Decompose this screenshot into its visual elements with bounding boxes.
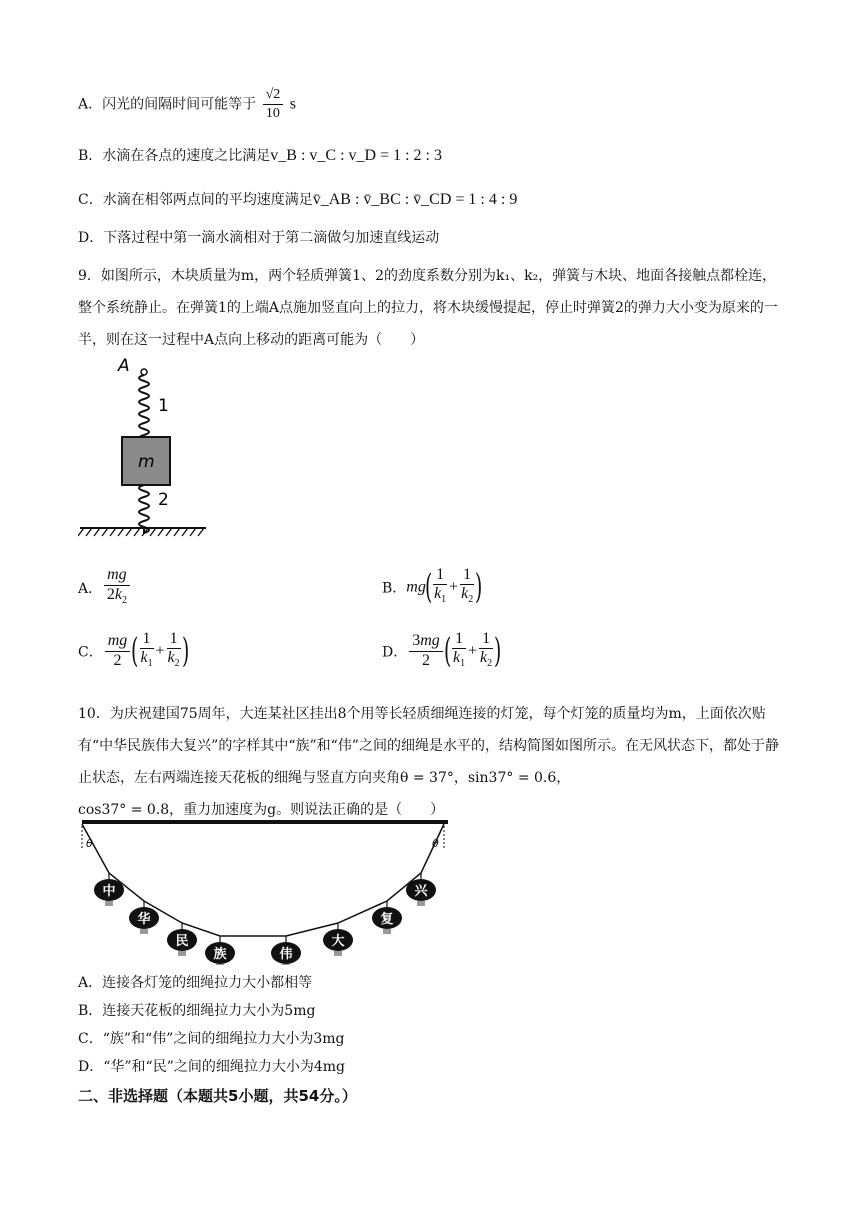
- q8-option-a-denominator: 10: [265, 106, 280, 121]
- q8-option-a-text: A．闪光的间隔时间可能等于: [78, 96, 257, 113]
- section-2-heading: 二、非选择题（本题共5小题，共54分。）: [78, 1087, 357, 1105]
- q8-option-a: [78, 86, 296, 123]
- q8-option-b-math: v_B : v_C : v_D = 1 : 2 : 3: [270, 147, 442, 164]
- q10-stem-part1: 10．为庆祝建国75周年，大连某社区挂出8个用等长轻质细绳连接的灯笼，每个灯笼的质量均为m，上面依次贴有“中华民族伟大复兴”的字样其中“族”和“伟”之间的细绳是水平的，结构简图如图所示。在无风状态下，都处于静止状态，左右两端连接天花板的细绳与竖直方向夹角θ = 37°，sin37° = 0.6，: [78, 706, 779, 786]
- q9-option-a-label: A．: [78, 580, 103, 597]
- lantern-character: 民: [175, 934, 189, 949]
- lantern-character: 兴: [414, 884, 428, 899]
- q8-option-a-unit: s: [289, 95, 296, 113]
- lantern-character: 复: [380, 912, 394, 927]
- lantern: [271, 936, 301, 965]
- q9-label-2: 2: [158, 490, 169, 510]
- q10-stem: [78, 698, 784, 826]
- q8-option-b: [78, 146, 442, 166]
- ground-hatch: [78, 528, 204, 536]
- q9-option-b: B．mg( $\frac{1}{k_1}$ + $\frac{1}{k_2}$ ): [382, 566, 483, 608]
- lantern-character: 中: [102, 884, 116, 899]
- q8-option-c: [78, 190, 517, 210]
- theta-right: θ: [432, 837, 439, 850]
- q9-option-a: [78, 566, 132, 610]
- q9-option-c: C． $\frac{mg}{2}$ ( $\frac{1}{k_1}$ + $\frac{1}{k_2}$ ): [78, 630, 189, 672]
- q9-option-b-label: B．: [382, 580, 407, 597]
- q9-stem: 9．如图所示，木块质量为m，两个轻质弹簧1、2的劲度系数分别为k₁、k₂，弹簧与木块、地面各接触点都栓连，整个系统静止。在弹簧1的上端A点施加竖直向上的拉力，将木块缓慢提起，停止时弹簧2的弹力大小变为原来的一半，则在这一过程中A点向上移动的距离可能为（ ）: [78, 268, 778, 348]
- lantern-character: 华: [137, 912, 151, 927]
- q9-option-a-expr: $\frac{mg}{2k_2}$: [104, 566, 130, 610]
- q9-label-a: A: [118, 356, 130, 376]
- spring-2: [139, 485, 149, 533]
- q8-option-a-numerator: √2: [263, 86, 284, 105]
- q8-option-b-text: B．水滴在各点的速度之比满足: [78, 148, 271, 164]
- q8-option-a-fraction: [263, 86, 284, 123]
- q8-option-d: D．下落过程中第一滴水滴相对于第二滴做匀加速直线运动: [78, 230, 440, 246]
- q8-option-c-text: C．水滴在相邻两点间的平均速度满足: [78, 192, 313, 208]
- lantern-character: 大: [331, 934, 345, 949]
- lantern-character: 伟: [279, 947, 293, 962]
- q10-stem-part2: cos37° = 0.8，重力加速度为g。则说法正确的是（ ）: [78, 802, 445, 818]
- theta-left: θ: [86, 837, 93, 850]
- ceiling: [82, 820, 448, 824]
- q10-option-c: C．“族”和“伟”之间的细绳拉力大小为3mg: [78, 1031, 345, 1047]
- q8-option-c-math: v̄_AB : v̄_BC : v̄_CD = 1 : 4 : 9: [312, 191, 518, 208]
- lanterns: [94, 873, 436, 965]
- lantern: [167, 923, 197, 956]
- lantern: [129, 901, 159, 934]
- lantern: [323, 923, 353, 956]
- q10-option-a: A．连接各灯笼的细绳拉力大小都相等: [78, 975, 313, 991]
- q9-label-m: m: [138, 452, 155, 472]
- q10-lantern-figure: [78, 815, 453, 965]
- q9-label-1: 1: [158, 396, 169, 416]
- q10-option-b: B．连接天花板的细绳拉力大小为5mg: [78, 1003, 316, 1019]
- q9-option-d-label: D．: [382, 644, 408, 661]
- q10-option-d: D．“华”和“民”之间的细绳拉力大小为4mg: [78, 1059, 345, 1075]
- q9-spring-figure: [78, 355, 213, 545]
- lantern: [94, 873, 124, 906]
- q9-option-d: D． $\frac{3mg}{2}$ ( $\frac{1}{k_1}$ + $\frac{1}{k_2}$ ): [382, 630, 502, 672]
- lantern-character: 族: [213, 947, 227, 962]
- q9-option-c-label: C．: [78, 644, 103, 661]
- lantern: [406, 873, 436, 906]
- lantern: [205, 936, 235, 965]
